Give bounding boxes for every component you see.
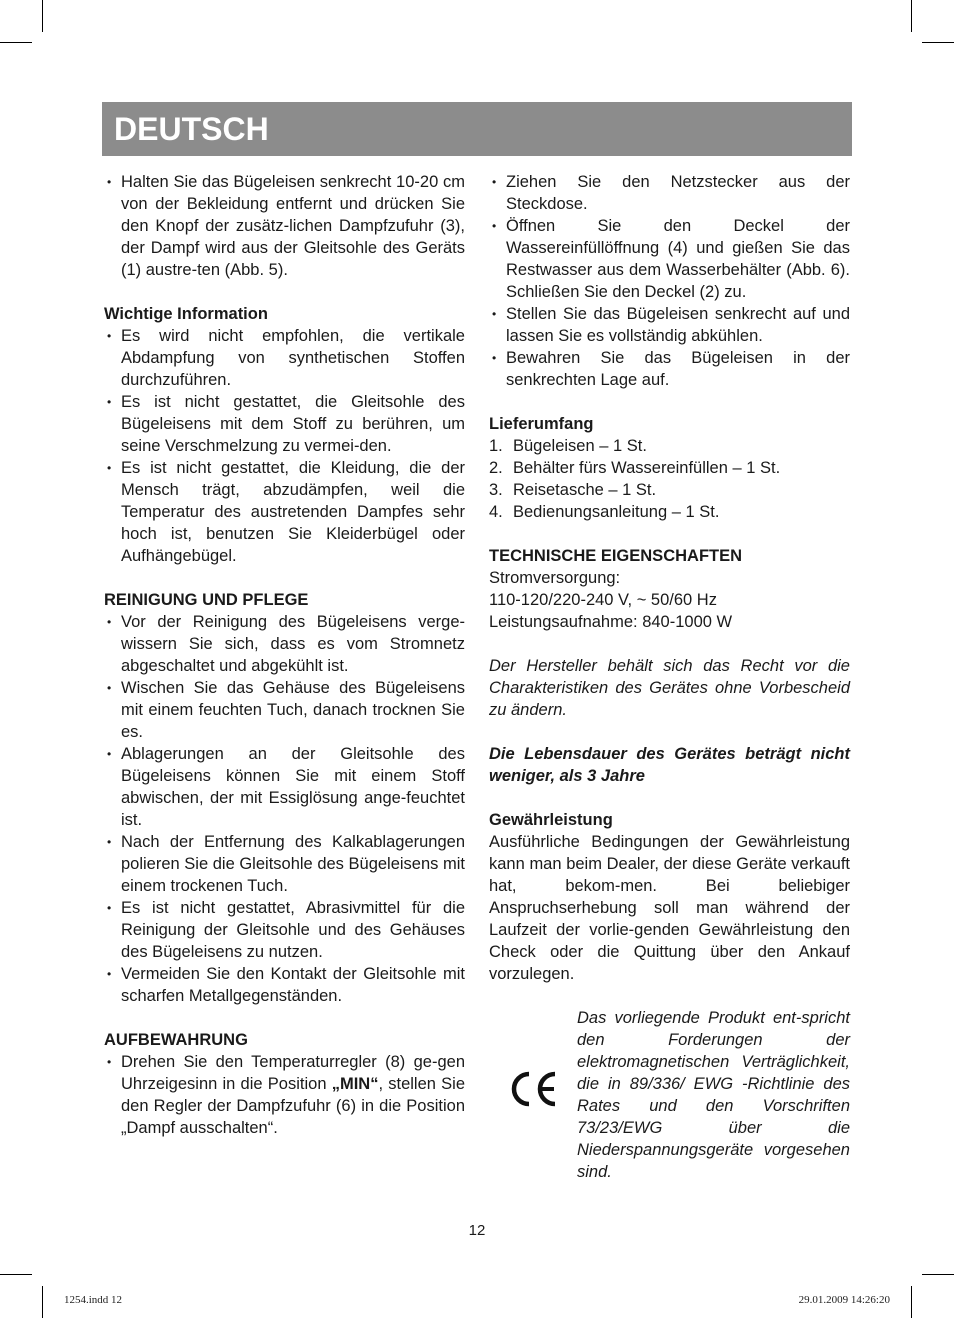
section-heading: AUFBEWAHRUNG xyxy=(104,1031,248,1049)
list-item: • Stellen Sie das Bügeleisen senkrecht auf und lassen Sie es vollständig abkühlen. xyxy=(489,303,850,347)
crop-mark xyxy=(922,42,954,43)
spec-line: 110-120/220-240 V, ~ 50/60 Hz xyxy=(489,591,717,609)
list-item: • Wischen Sie das Gehäuse des Bügeleisens mit einem feuchten Tuch, danach trocknen Sie es. xyxy=(104,677,465,743)
crop-mark xyxy=(42,1286,43,1318)
item-text: Bügeleisen – 1 St. xyxy=(513,437,647,455)
list-item: • Öffnen Sie den Deckel der Wassereinfüllöffnung (4) und gießen Sie das Restwasser aus dem Wasserbehälter (Abb. 6). Schließen Sie den Deckel (2) zu. xyxy=(489,215,850,303)
list-item xyxy=(104,1051,465,1139)
ce-conformity-block xyxy=(489,1007,850,1183)
section-heading: REINIGUNG UND PFLEGE xyxy=(104,591,309,609)
right-column xyxy=(489,171,850,1183)
left-column xyxy=(104,171,465,1139)
list-item-text: Drehen Sie den Temperaturregler (8) ge-gen Uhrzeigesinn in die Position xyxy=(121,1053,465,1093)
list-item: • Es ist nicht gestattet, Abrasivmittel für die Reinigung der Gleitsohle und des Gehäuses des Bügeleisens zu nutzen. xyxy=(104,897,465,963)
disclaimer-text: Der Hersteller behält sich das Recht vor die Charakteristiken des Gerätes ohne Vorbescheid zu ändern. xyxy=(489,657,850,719)
page-title: DEUTSCH xyxy=(114,111,269,147)
item-number: 3. xyxy=(489,481,503,499)
list-item: • Vermeiden Sie den Kontakt der Gleitsohle mit scharfen Metallgegenständen. xyxy=(104,963,465,1007)
crop-mark xyxy=(922,1274,954,1275)
list-item: • Nach der Entfernung des Kalkablagerungen polieren Sie die Gleitsohle des Bügeleisens mit einem trockenen Tuch. xyxy=(104,831,465,897)
ce-mark-icon xyxy=(507,1069,559,1109)
delivery-list xyxy=(489,435,850,523)
warranty-text: Ausführliche Bedingungen der Gewährleistung kann man beim Dealer, der diese Geräte verkauft hat, bekom-men. Bei beliebiger Anspruchserhebung soll man während der Laufzeit der vorlie-genden Gewährleistung den Check oder die Quittung über den Ankauf vorzulegen. xyxy=(489,833,850,983)
date-slug: 29.01.2009 14:26:20 xyxy=(798,1294,890,1306)
list-item xyxy=(489,501,850,523)
storage-list-continued xyxy=(489,171,850,391)
list-item: • Ablagerungen an der Gleitsohle des Bügeleisens können Sie mit einem Stoff abwischen, der mit Essiglösung ange-feuchtet ist. xyxy=(104,743,465,831)
intro-list xyxy=(104,171,465,281)
item-text: Behälter fürs Wassereinfüllen – 1 St. xyxy=(513,459,781,477)
item-text: Bedienungsanleitung – 1 St. xyxy=(513,503,720,521)
item-number: 1. xyxy=(489,437,503,455)
spec-line: Leistungsaufnahme: 840-1000 W xyxy=(489,613,733,631)
list-item: • Vor der Reinigung des Bügeleisens verge-wissern Sie sich, dass es vom Stromnetz abgeschaltet und abgekühlt ist. xyxy=(104,611,465,677)
crop-mark xyxy=(911,1286,912,1318)
list-item xyxy=(489,479,850,501)
storage-list xyxy=(104,1051,465,1139)
item-text: Reisetasche – 1 St. xyxy=(513,481,657,499)
list-item: • Es ist nicht gestattet, die Kleidung, die der Mensch trägt, abzudämpfen, weil die Temperatur des austretenden Dampfes sehr hoch ist, benutzen Sie Kleiderbügel oder Aufhängebügel. xyxy=(104,457,465,567)
list-item: • Es ist nicht gestattet, die Gleitsohle des Bügeleisens mit dem Stoff zu berühren, um seine Verschmelzung zu vermei-den. xyxy=(104,391,465,457)
section-heading: TECHNISCHE EIGENSCHAFTEN xyxy=(489,547,743,565)
lifetime-text: Die Lebensdauer des Gerätes beträgt nicht weniger, als 3 Jahre xyxy=(489,745,850,785)
list-item: • Ziehen Sie den Netzstecker aus der Steckdose. xyxy=(489,171,850,215)
item-number: 4. xyxy=(489,503,503,521)
list-item: • Es wird nicht empfohlen, die vertikale Abdampfung von synthetischen Stoffen durchzuführen. xyxy=(104,325,465,391)
section-heading: Wichtige Information xyxy=(104,305,268,323)
ce-conformity-text: Das vorliegende Produkt ent-spricht den Forderungen der elektromagnetischen Verträglichkeit, die in 89/336/ EWG -Richtlinie des Rates und den Vorschriften 73/23/EWG über die Niederspannungsgeräte vorgesehen sind. xyxy=(577,1009,850,1181)
list-item xyxy=(489,457,850,479)
list-item-text: , stellen Sie den Regler der Dampfzufuhr (6) in die Position „Dampf ausschalten“. xyxy=(121,1075,465,1137)
cleaning-list xyxy=(104,611,465,1007)
language-banner xyxy=(102,102,852,156)
spec-line: Stromversorgung: xyxy=(489,569,621,587)
crop-mark xyxy=(42,0,43,32)
list-item: • Bewahren Sie das Bügeleisen in der senkrechten Lage auf. xyxy=(489,347,850,391)
list-item xyxy=(489,435,850,457)
crop-mark xyxy=(911,0,912,32)
position-min-label: „MIN“ xyxy=(331,1075,379,1093)
info-list xyxy=(104,325,465,567)
list-item: • Halten Sie das Bügeleisen senkrecht 10-20 cm von der Bekleidung entfernt und drücken Sie den Knopf der zusätz-lichen Dampfzufuhr (3), der Dampf wird aus der Gleitsohle des Geräts (1) austre-ten (Abb. 5). xyxy=(104,171,465,281)
section-heading: Lieferumfang xyxy=(489,415,594,433)
crop-mark xyxy=(0,1274,32,1275)
item-number: 2. xyxy=(489,459,503,477)
file-slug: 1254.indd 12 xyxy=(64,1294,123,1306)
crop-mark xyxy=(0,42,32,43)
page-number: 12 xyxy=(468,1222,486,1239)
section-heading: Gewährleistung xyxy=(489,811,613,829)
